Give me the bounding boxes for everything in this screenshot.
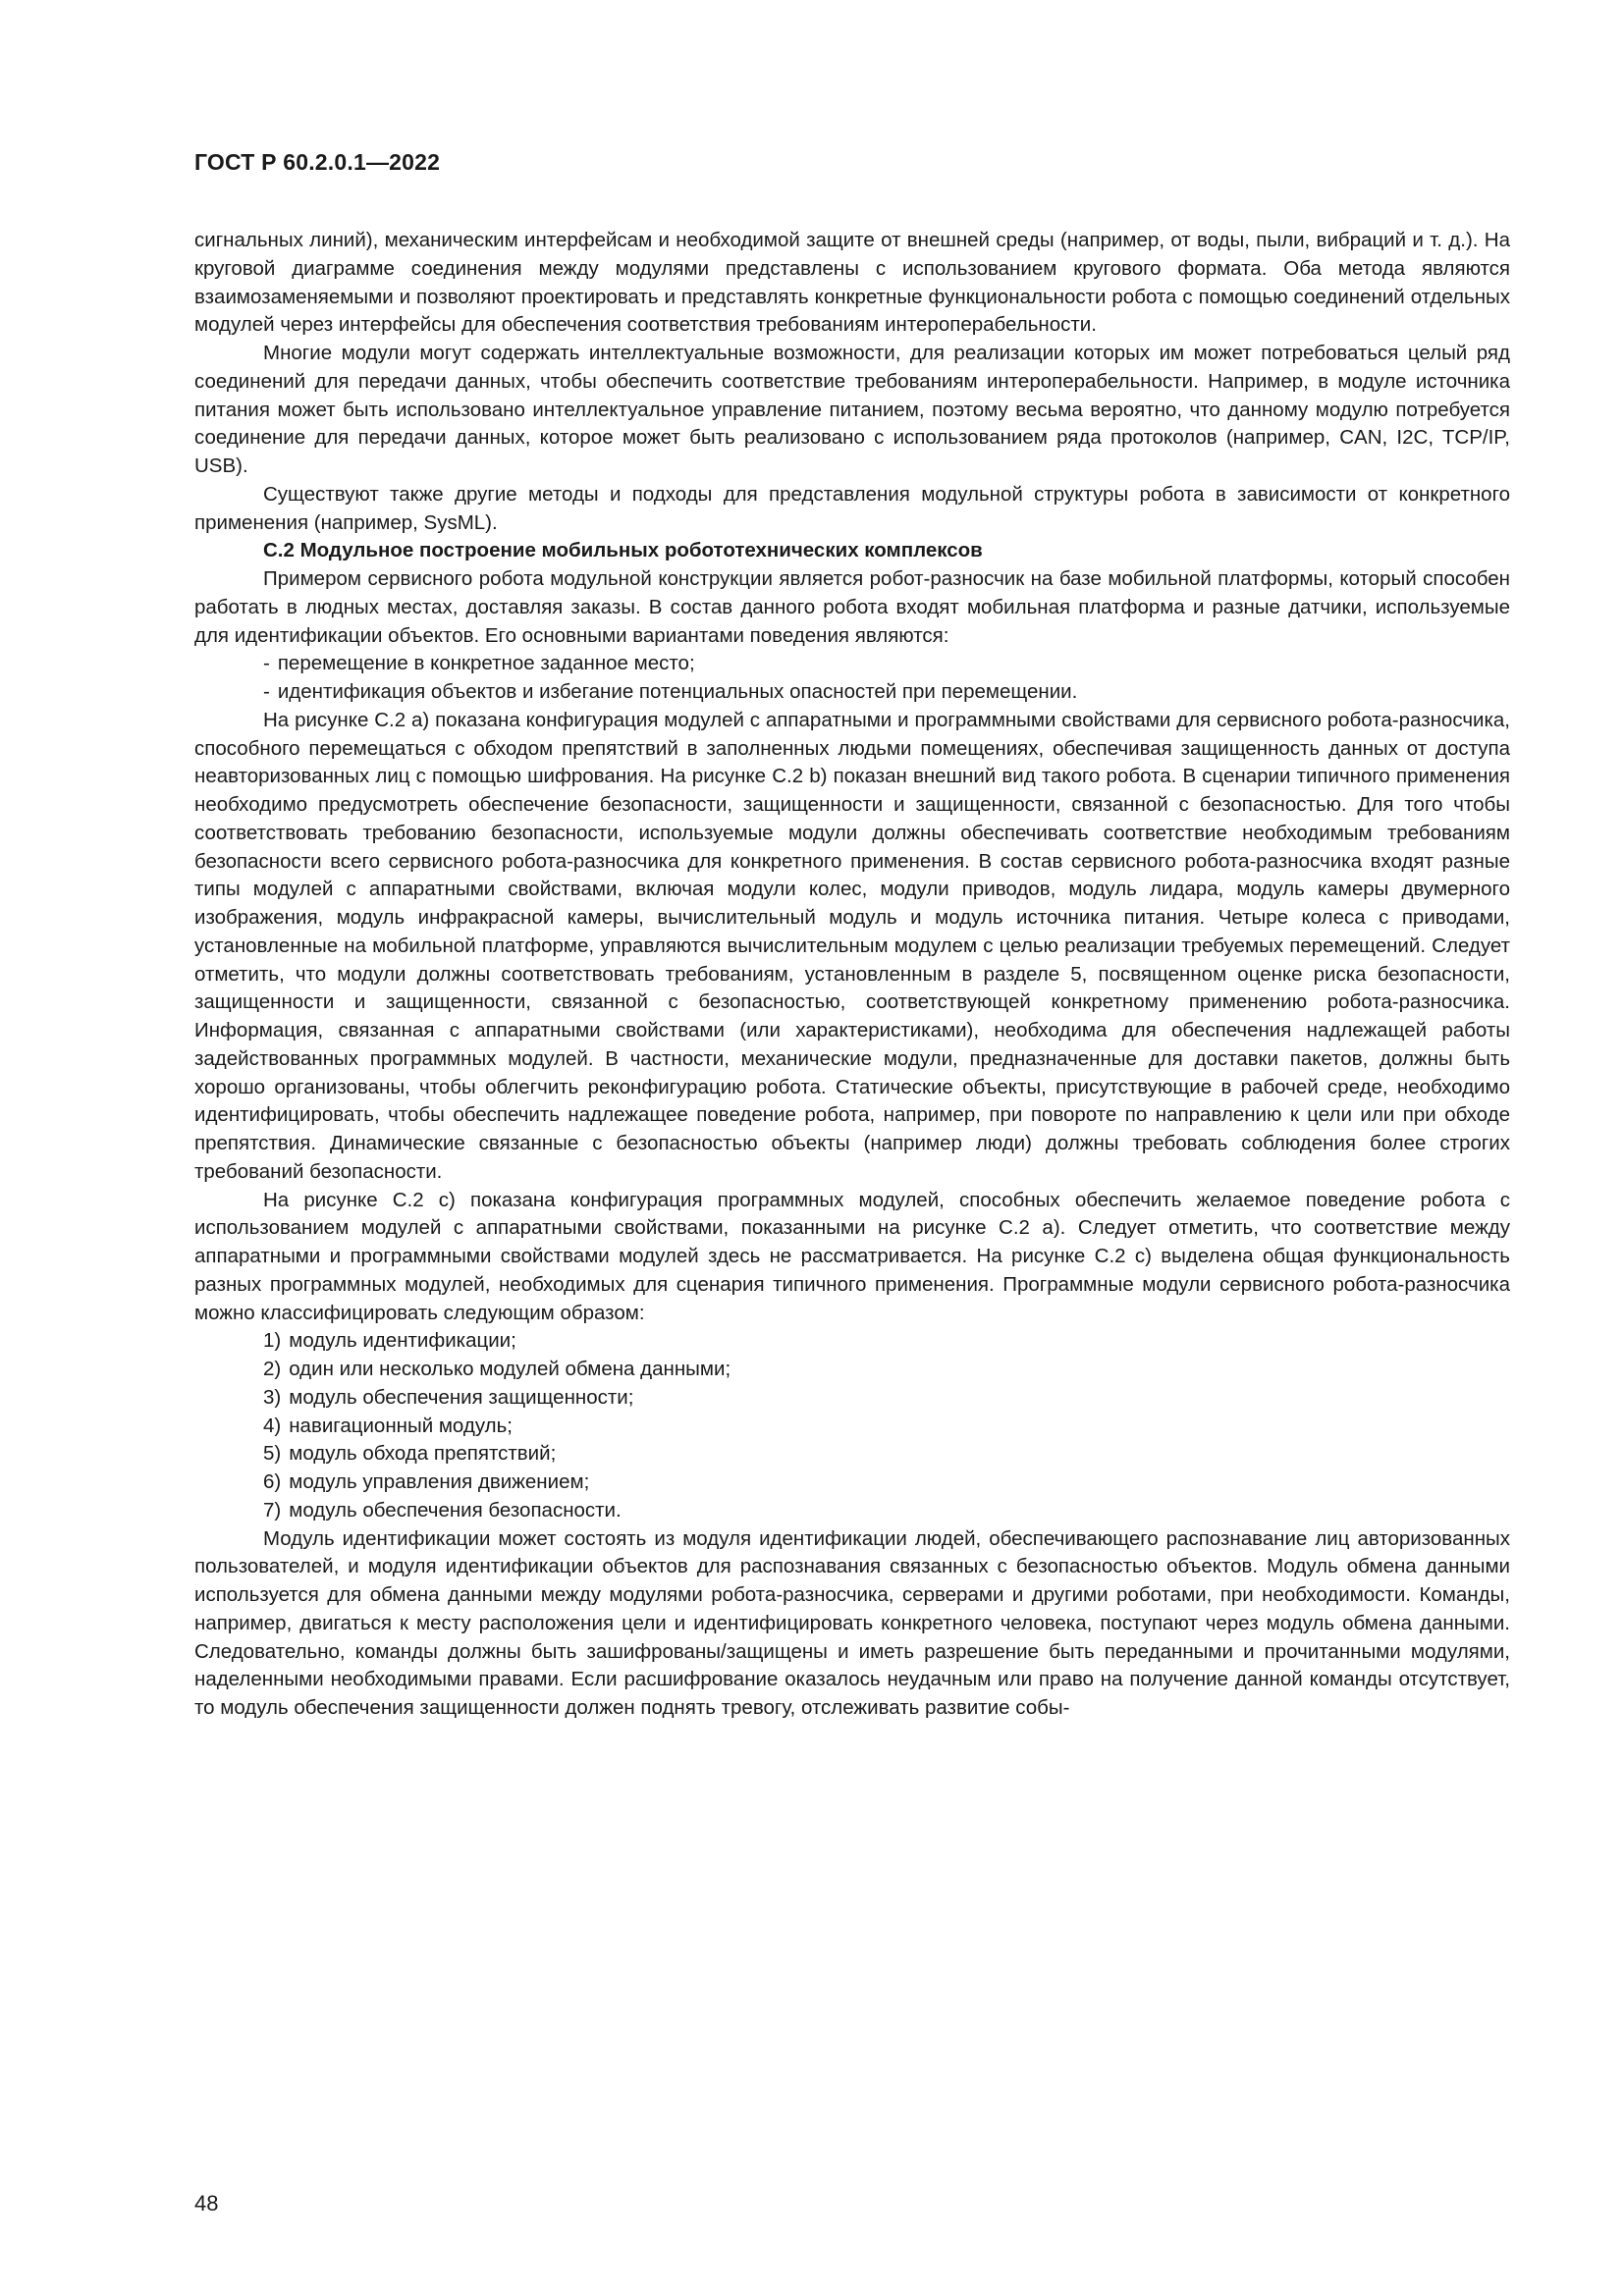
section-heading: С.2 Модульное построение мобильных робототехнических комплексов (263, 539, 983, 562)
list-item (194, 1327, 1510, 1356)
paragraph: На рисунке С.2 а) показана конфигурация модулей с аппаратными и программными свойствами для сервисного робота-разносчика, способного перемещаться с обходом препятствий в заполненных людьми помещениях, обеспечивая защищенность данных от доступа неавторизованных лиц с помощью шифрования. На рисунке С.2 b) показан внешний вид такого робота. В сценарии типичного применения необходимо предусмотреть обеспечение безопасности, защищенности и защищенности, связанной с безопасностью. Для того чтобы соответствовать требованию безопасности, используемые модули должны обеспечивать соответствие необходимым требованиям безопасности всего сервисного робота-разносчика для конкретного применения. В состав сервисного робота-разносчика входят разные типы модулей с аппаратными свойствами, включая модули колес, модули приводов, модуль лидара, модуль камеры двумерного изображения, модуль инфракрасной камеры, вычислительный модуль и модуль источника питания. Четыре колеса с приводами, установленные на мобильной платформе, управляются вычислительным модулем с целью реализации требуемых перемещений. Следует отметить, что модули должны соответствовать требованиям, установленным в разделе 5, посвященном оценке риска безопасности, защищенности и защищенности, связанной с безопасностью, соответствующей конкретному применению робота-разносчика. Информация, связанная с аппаратными свойствами (или характеристиками), необходима для обеспечения надлежащей работы задействованных программных модулей. В частности, механические модули, предназначенные для доставки пакетов, должны быть хорошо организованы, чтобы облегчить реконфигурацию робота. Статические объекты, присутствующие в рабочей среде, необходимо идентифицировать, чтобы обеспечить надлежащее поведение робота, например, при повороте по направлению к цели или при обходе препятствия. Динамические связанные с безопасностью объекты (например люди) должны требовать соблюдения более строгих требований безопасности. (194, 708, 1510, 1183)
paragraph: На рисунке С.2 с) показана конфигурация программных модулей, способных обеспечить желаемое поведение робота с использованием модулей с аппаратными свойствами, показанными на рисунке С.2 а). Следует отметить, что соответствие между аппаратными и программными свойствами модулей здесь не рассматривается. На рисунке С.2 с) выделена общая функциональность разных программных модулей, необходимых для сценария типичного применения. Программные модули сервисного робота-разносчика можно классифицировать следующим образом: (194, 1188, 1510, 1324)
list-marker: 6) (263, 1470, 282, 1493)
list-item (194, 1468, 1510, 1497)
list-marker: - (263, 680, 270, 703)
list-item (194, 1384, 1510, 1413)
list-marker: 3) (263, 1385, 282, 1409)
list-marker: 7) (263, 1498, 282, 1522)
list-item-text: один или несколько модулей обмена данными; (289, 1358, 731, 1380)
page-number: 48 (194, 2191, 219, 2216)
list-item-text: модуль идентификации; (289, 1329, 516, 1353)
paragraph: Существуют также другие методы и подходы для представления модульной структуры робота в зависимости от конкретного применения (например, SysML). (194, 482, 1510, 534)
list-item (194, 1413, 1510, 1441)
paragraph: Многие модули могут содержать интеллектуальные возможности, для реализации которых им может потребоваться целый ряд соединений для передачи данных, чтобы обеспечить соответствие требованиям интероперабельности. Например, в модуле источника питания может быть использовано интеллектуальное управление питанием, поэтому весьма вероятно, что данному модулю потребуется соединение для передачи данных, которое может быть реализовано с использованием ряда протоколов (например, CAN, I2C, TCP/IP, USB). (194, 342, 1510, 477)
list-item (194, 650, 1510, 678)
paragraph: сигнальных линий), механическим интерфейсам и необходимой защите от внешней среды (например, от воды, пыли, вибраций и т. д.). На круговой диаграмме соединения между модулями представлены с использованием кругового формата. Оба метода являются взаимозаменяемыми и позволяют проектировать и представлять конкретные функциональности робота с помощью соединений отдельных модулей через интерфейсы для обеспечения соответствия требованиям интероперабельности. (194, 229, 1510, 337)
list-item-text: перемещение в конкретное заданное место; (277, 652, 695, 675)
dash-list (194, 650, 1510, 707)
paragraph: Модуль идентификации может состоять из модуля идентификации людей, обеспечивающего распознавание лиц авторизованных пользователей, и модуля идентификации объектов для распознавания связанных с безопасностью объектов. Модуль обмена данными используется для обмена данными между модулями робота-разносчика, серверами и другими роботами, при необходимости. Команды, например, двигаться к месту расположения цели и идентифицировать конкретного человека, поступают через модуль обмена данными. Следовательно, команды должны быть зашифрованы/защищены и иметь разрешение быть переданными и прочитанными модулями, наделенными необходимыми правами. Если расшифрование оказалось неудачным или право на получение данной команды отсутствует, то модуль обеспечения защищенности должен поднять тревогу, отслеживать развитие собы- (194, 1526, 1510, 1719)
list-item (194, 1440, 1510, 1468)
list-item-text: модуль управления движением; (289, 1470, 590, 1493)
numbered-list (194, 1327, 1510, 1524)
list-item-text: навигационный модуль; (289, 1414, 513, 1437)
list-item (194, 1356, 1510, 1384)
list-marker: 2) (263, 1358, 282, 1380)
list-marker: - (263, 652, 270, 675)
list-item-text: модуль обхода препятствий; (289, 1442, 557, 1466)
list-marker: 5) (263, 1442, 282, 1466)
list-marker: 4) (263, 1414, 282, 1437)
list-item-text: модуль обеспечения защищенности; (289, 1385, 634, 1409)
list-item (194, 1497, 1510, 1525)
document-header: ГОСТ Р 60.2.0.1—2022 (194, 149, 441, 175)
list-item-text: идентификация объектов и избегание потенциальных опасностей при перемещении. (277, 680, 1078, 703)
list-item (194, 678, 1510, 707)
list-marker: 1) (263, 1329, 282, 1353)
paragraph: Примером сервисного робота модульной конструкции является робот-разносчик на базе мобильной платформы, который способен работать в людных местах, доставляя заказы. В состав данного робота входят мобильная платформа и разные датчики, используемые для идентификации объектов. Его основными вариантами поведения являются: (194, 567, 1510, 647)
list-item-text: модуль обеспечения безопасности. (289, 1498, 622, 1522)
document-body (194, 227, 1510, 1723)
